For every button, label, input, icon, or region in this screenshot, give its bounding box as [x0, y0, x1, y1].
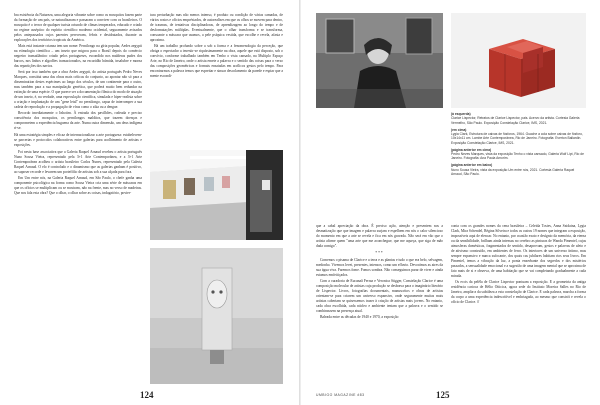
- gallery-interior-photo: [150, 150, 283, 240]
- section-break-stars: ***: [375, 250, 384, 255]
- caption-text: Nuno Sousa Vieira, vista da exposição Um entre nós, 2021. Cortesia Galeria Raquel Arnaud, São Paulo.: [451, 167, 575, 176]
- paragraph: Com a curadoria de Eucanaã Ferraz e Veronica Stigger, Constelação Clarice é uma composição molecular de artistas cuja produção se desbrava para o imaginário literário de Lispector. Livros, fotografias documentais, manuscritos e obras de artistas orientam-se para criarem um universo expansivo, onde seguramente muitas mais artistas caberiam se quisessemos trazer à criação de artistas mais jovens. No entanto, cada obra escolhida, cada núcleo e ambiente tentam que a palavra e o sentido se combinassem na presença atual.: [316, 278, 443, 313]
- paragraph: conta com os grandes nomes da cena brasileira – Celeida Tostes, Anna Szidaina, Lygia Clark, Mira Schendel, Régina Silveira e todos os outros 19 nomes que integram a exposição, impossíveis aqui de elencar. No entanto, por ocasião exato e desígnio da memória, da eterna ou da sensibilidade, brilham ainda intensas no cerebro as pinturas de Wanda Pimentel, cujas atmosferas domésticas, fragmentados de sentido, desaprovam, gestos e palavras de afeto e de ativismo construído, em ambientes de ferro. Os interiores de um universo íntimo, mas sempre expansivo e nunca sufocante, dos quais cas jubilares habitam rios seus livros. Em Pimentel, temos a vibração da luz, a ponta enxerbante dos segredos e dos mistérios passados, a sensualidade emocional e a sugestão de uma imagem mental que se aproxima de fato mais de si e observa, de uma habitação que se vai completando gradualmente a cada mirada.: [451, 224, 586, 278]
- paragraph: bra existência da Natureza, uma alegoria vibrante sobre como os mosquitos fazem parte da formação de um país, se naturalizaram e passaram a conviver com os brasileiros. O mosquito é o terror de qualquer turista oriundo de climas temperados, educado e criado no regime asséptico do espírito científico moderno ocidental, seguramente avisados pelos antepassados cujos parentes pereceram, febris e desidratados, durante as explorações dos territórios tropicais da América.: [14, 13, 142, 42]
- paragraph-text: Os eccis da pelêla de Clarice Lispector pontuam a exposição. E a geometria da antiga residência carioca de Hélio Oiticica, agora sede do Instituto Moreira Salles no Rio de Janeiro, amplia-a da subtileza a esta constelação de Clarice. E cada palavra, marcha a forma da corpo a uma experiência indescritível e embriagada, ao mesmo que constrói e revela o ofício de Clarice.: [451, 279, 586, 304]
- magazine-runner: UMBIGO MAGAZINE #83: [316, 393, 365, 397]
- right-page-column-2: [451, 224, 586, 306]
- red-matchbox-sculpture-photo: [451, 13, 586, 108]
- caption-text: Clarice Lispector, Retratos de Clarice Lispector, pais. Acervo da artista. Cortesia Galeria Vermelho, São Paulo. Exposição Constelação Clarice, IMS, 2021.: [451, 116, 580, 125]
- paragraph: que a cabal apreciação da obra. É preciso ação, atenção e presentem nos a desmatização que que imagem e palavra surjam e espelhem em nós o calor silencioso do momento em que a arte se revela e fica em nós gravada. Não será em vão que o artista afirme quem "uma arte que me aconchegue, que me aqueça, que siga de mão dada comigo".: [316, 224, 443, 248]
- paragraph: tura perturbação mas não menos intenso, é produto ou condição de várias camadas, de vários rostos e ofícios empréstados, de autorealíses em que os olhos se movem para dentro, de traumas, de tentativas disciplinadoras, de aprendizagem ao longo do tempo e de desformatações múltiplas. Eventualmente, que o olhar transforma e se transforma, consoante a máscara que usamos, a pele psíquica vestida, que escolhe e revela, afasta e aproxima.: [150, 13, 283, 42]
- right-page-column-1: [316, 224, 443, 321]
- paragraph: Comemos o pisama de Clarice e a terra e as plantas e tudo o que era belo, selvagem, medonho. Vivemos levei, presentes, intensos, como um efluvio. Devorámos as aires da sua água viva. Faremos fome. Fomos sombra. Não conseguimos parar de viver e ainda estamos emfeitiçados.: [316, 257, 443, 277]
- paragraph: Recordo imediatamente o Inhotim. À entrada dos pavilhões, rodeada e preciso consciência dos mosquitos, os pernilongos malditos, que trazem doenças e comprometem a experiência buguena da arte. Numa outra dimensão, um deus indígena ri-se.: [14, 111, 142, 131]
- paragraph: Mais está instante crianza tem um nome: Pernilongo na gíria popular, Aedes aegypti na etimologia científica – um inseto que migrou para o Brasil depois do comércio negreiro transatlântico criado pelos portugueses, escondido nos malderas pudes dos barcos, nos linhos e algodões transacionados, na escuridão húmida, insalubre e morna das repartições dos navios.: [14, 44, 142, 68]
- captions-block: [451, 112, 586, 176]
- paragraph: Há um trabalho profundo sobre a sob a forma e a fenomenologia da perceção, que obriga o espectador a investir-se riquíssimamente na obra, aquele que está disposto, sob o convívio, conforme trabalhado também em Tenho o vista cansado, na Multiplo Espaço Arte, no Rio de Janeiro, onde o artista emete a palavra e o sentido das coisas para o verso das composições geométricas e formais ensaiadas em acrílicos gestos pelo tempo. Para encontrarmos a palavra temos que espreitar e sinuar descolamento da parede e espiar que a mente escondi-: [150, 44, 283, 78]
- caption-text: Pedro Neves Marques, vista da exposição Tenho o vista cansado, Galeria Wolf Lipt, Rio de Janeiro. Fotografia: Ana Paula Amorim.: [451, 152, 584, 161]
- caption-text: Lygia Clark, Estrutura de caixas de fósforos, 1964. Guache a cola sobre caixas de fósforo, 10x14x11 cm. Lambe Arte Contemporânea, Rio de Janeiro. Fotografia: Everton Ballardin. Exposição Constelação Clarice, IMS, 2021.: [451, 132, 583, 145]
- mask-sculpture-photo: [150, 248, 283, 384]
- paragraph: Será por isso também que a obra Aedes aegypti, do artista português Pedro Neves Marques, constitui uma das obras mais críticas do conjunto, ao apontar não só para a dissemination destes espécimes ao longo dos séculos, de um continente para o outro, mas também para a sua manipulação genética, que poderá muito bem redundar na extinção de uma espécie. O que parece ser a documentação fílmica do modo de atuação de um inseto, é, na verdade, uma especulação científica, simulada e hiper-realista sobre a criação e implantação de um "gene letal" no pernilongo, capaz de interromper a sua cadeia de reprodução e a propagação de vírus como o zika ou a dengue.: [14, 70, 142, 109]
- portrait-woman-photo: [316, 13, 443, 108]
- paragraph: Em Um entre nós, na Galeria Raquel Arnaud, em São Paulo, o chefe ganha uma componente psicológica na forma como Sousa Vieira cria uma série de máscaras em que os ofícios se multiplicam ou se mostram, não na frente, mas no verso de madeiras. Que nos fala esta obra? Que o olhar, o olhar sobre as coisas, indagatório, povier-: [14, 175, 142, 195]
- caption-heading: (em cima): [451, 127, 467, 132]
- left-page-column-2: [150, 13, 283, 80]
- left-page-folio: 124: [140, 390, 154, 400]
- paragraph: Há uma estratégia simples e eficaz de internacionalizar a arte portuguesa: estabelecem-se parcerias e protocolos colaborativos entre galerias para acolhimento de artistas e exposições.: [14, 133, 142, 148]
- right-page-folio: 125: [436, 390, 450, 400]
- paragraph: Baleada entre as décadas de 1940 e 1970, a exposição: [320, 314, 399, 319]
- caption-heading: (página anterior em cima): [451, 147, 492, 152]
- caption-heading: (página anterior em baixo): [451, 163, 493, 168]
- end-mark: //: [477, 299, 480, 304]
- caption-heading: (à esquerda): [451, 112, 471, 116]
- paragraph: Foi nesta base associativa que a Galeria Raquel Arnaud recebeu o artista português Nuno Sousa Vieira, representado pela 3+1 Arte Contemporânea, e a 3+1 Arte Contemporânea acolheu o artista brasileiro Carlos Nunes, representado pela Galeria Raquel Arnaud. O elo é controlado e o dinamismo que as galerias ganham é positivo, ao suposer recorde e levarem um portefólio de artistas sob a sua alçada para fora.: [14, 149, 142, 174]
- left-page-column-1: [14, 13, 142, 197]
- spine-gutter: [299, 0, 301, 405]
- paragraph: [451, 280, 586, 305]
